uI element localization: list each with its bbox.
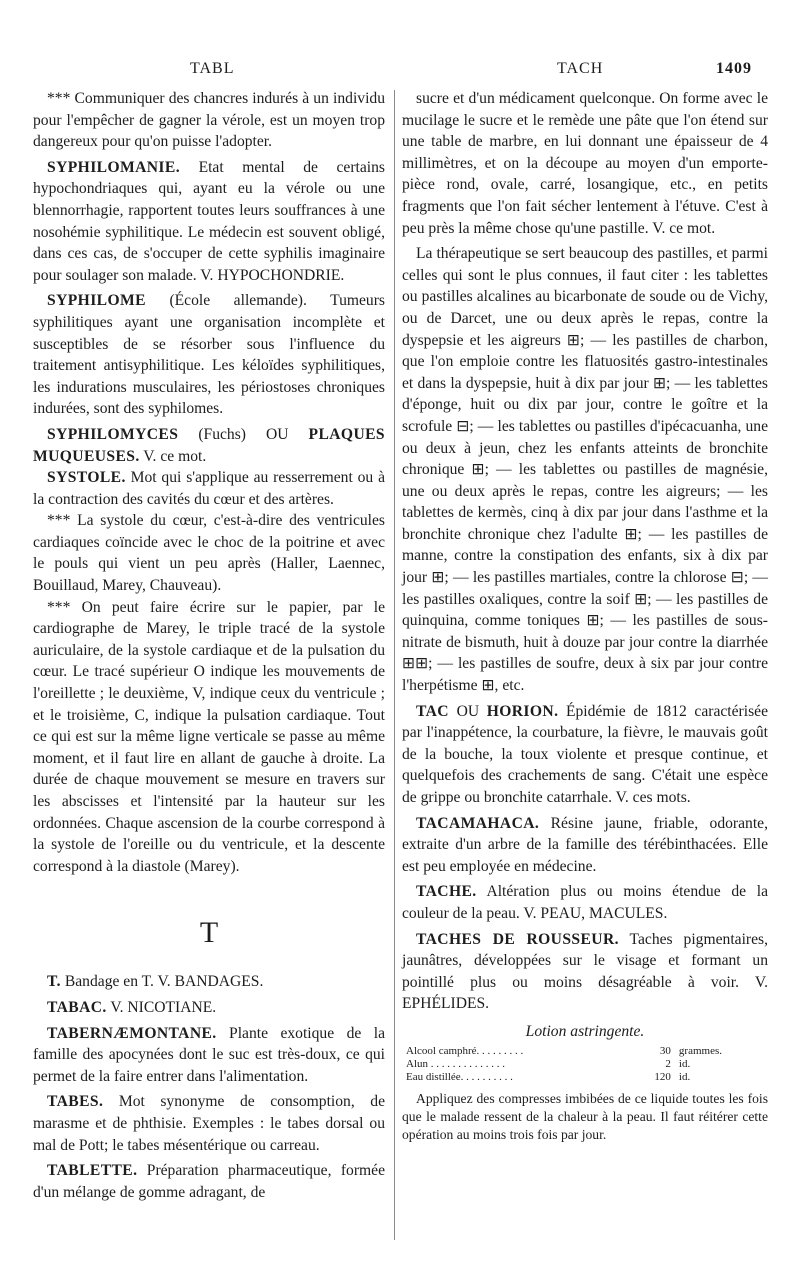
ingredient: Eau distillée. . . . . . . . . . xyxy=(406,1070,513,1083)
ingredient: Alun . . . . . . . . . . . . . . xyxy=(406,1057,505,1070)
headword: TACAMAHACA. xyxy=(416,814,540,832)
entry-tacamahaca xyxy=(402,813,768,878)
entry-connector: OU xyxy=(448,702,487,720)
entry-tac xyxy=(402,701,768,809)
headword: T. xyxy=(47,973,61,991)
paragraph: sucre et d'un médicament quelconque. On forme avec le mucilage le sucre et le remède une pâte que l'on étend sur une table de marbre, en lui donnant une épaisseur de 4 millimètres, et on la découpe au moyen d'un emporte-pièce rond, ovale, carré, losangique, etc., en petits fragments que l'on fait sécher lentement à l'étuve. C'est à peu près la même chose qu'une pastille. V. ce mot. xyxy=(402,90,768,237)
entry-text: Résine jaune, friable, odorante, extraite d'un arbre de la famille des térébinthacées. Elle est peu employée en médecine. xyxy=(402,814,768,875)
entry-text: (École allemande). Tumeurs syphilitiques ayant une organisation incomplète et susceptibles de se résorber sous l'influence du traitement antisyphilitique. Les kéloïdes syphilitiques, les indurations musculaires, les périostoses chroniques indurées, sont des syphilomes. xyxy=(33,292,385,418)
headword: TAC xyxy=(416,702,449,720)
paragraph: La thérapeutique se sert beaucoup des pastilles, et parmi celles qui sont le plus connues, il faut citer : les tablettes ou pastilles alcalines au bicarbonate de soude ou de Vichy, ou de Darcet, une ou deux après le repas, contre la dyspepsie et les aigreurs ⊞; — les pastilles de charbon, que l'on emploie contre les flatuosités gastro-intestinales et dans la dyspepsie, huit à dix par jour ⊞; — les tablettes d'éponge, huit ou dix par jour, contre le goître et la scrofule ⊟; — les tablettes ou pastilles d'ipécacuanha, une ou deux à jeun, chez les enfants atteints de bronchite chronique ⊞; — les tablettes ou pastilles de magnésie, une ou deux après le repas, contre les aigreurs; — les tablettes de kermès, cinq à dix par jour dans l'asthme et la bronchite chronique chez l'adulte ⊞; — les pastilles de manne, contre la constipation des enfants, six à dix par jour ⊞; — les pastilles martiales, contre la chlorose ⊟; — les pastilles oxaliques, contre la soif ⊞; — les pastilles de quinquina, comme toniques ⊞; — les pastilles de sous-nitrate de bismuth, huit à douze par jour contre la diarrhée ⊞⊞; — les pastilles de soufre, deux à six par jour contre l'herpétisme ⊞, etc. xyxy=(402,245,768,695)
entry-text: Mot qui s'applique au resserrement ou à la contraction des cavités du cœur et des artères. xyxy=(33,469,385,508)
headword: TABLETTE. xyxy=(47,1162,138,1180)
entry-taches-de-rousseur xyxy=(402,929,768,1015)
formula-title: Lotion astringente. xyxy=(525,1022,645,1040)
headword: PLAQUES MUQUEUSES. xyxy=(33,425,385,465)
unit: id. xyxy=(678,1057,691,1070)
paragraph: *** On peut faire écrire sur le papier, par le cardiographe de Marey, le triple tracé de la systole auriculaire, de la systole cardiaque et de la pulsation du cœur. Le tracé supérieur O indique les mouvements de l'oreillette ; le deuxième, V, indique ceux du ventricule ; et le troisième, C, indique la pulsation cardiaque. Tout ce qui est sur la même ligne verticale se passe au même moment, et il faut lire en allant de gauche à droite. La durée de chaque mouvement se mesure en travers sur les abscisses et l'intensité par la hauteur sur les ordonnées. Chaque ascension de la courbe correspond à la systole de l'oreille ou du ventricule, et la descente correspond à la diastole (Marey). xyxy=(33,598,385,875)
entry-text: Épidémie de 1812 caractérisée par l'inappétence, la courbature, la fièvre, le mauvais goût de la bouche, la toux violente et presque continue, et quelquefois des crachements de sang. C'était une espèce de grippe ou bronchite catarrhale. V. ces mots. xyxy=(402,702,768,806)
right-column xyxy=(402,88,768,1148)
quantity: 120 xyxy=(654,1070,671,1083)
entry-text: Bandage en T. V. BANDAGES. xyxy=(60,973,264,991)
entry-syphilomyces xyxy=(33,424,385,467)
headword: SYPHILOMANIE. xyxy=(47,158,180,176)
running-header xyxy=(0,60,800,84)
entry-text: Plante exotique de la famille des apocynées dont le suc est très-doux, ce qui permet de la faire entrer dans l'alimentation. xyxy=(33,1024,385,1085)
headword: SYSTOLE. xyxy=(47,469,126,487)
entry-systole xyxy=(33,467,385,510)
column-divider xyxy=(394,90,395,1240)
entry-text: Mot synonyme de consomption, de marasme et de phthisie. Exemples : le tabes dorsal ou mal de Pott; le tabes mésentérique ou carreau. xyxy=(33,1093,385,1154)
section-letter: T xyxy=(199,916,219,950)
left-column xyxy=(33,88,385,1207)
entry-tache xyxy=(402,881,768,924)
header-left-word: TABL xyxy=(190,60,235,77)
quantity: 30 xyxy=(659,1044,671,1057)
formula-row xyxy=(402,1045,768,1058)
entry-syphilome xyxy=(33,290,385,420)
entry-tablette xyxy=(33,1160,385,1203)
paragraph: Appliquez des compresses imbibées de ce liquide toutes les fois que le malade ressent de la chaleur à la peau. Il faut réitérer cette opération au moins trois fois par jour. xyxy=(402,1090,768,1142)
entry-text: Etat mental de certains hypochondriaques qui, ayant eu la vérole ou une blennorrhagie, rapportent toutes leurs souffrances à une nosohémie syphilitique. Le médecin est souvent obligé, dans ces cas, de s'occuper de cette syphilis imaginaire pour soulager son malade. V. HYPOCHONDRIE. xyxy=(33,158,385,284)
headword: TACHES DE ROUSSEUR. xyxy=(416,930,619,948)
entry-text: Préparation pharmaceutique, formée d'un mélange de gomme adragant, de xyxy=(33,1162,385,1201)
unit: grammes. xyxy=(678,1044,722,1057)
headword: TABAC. xyxy=(47,998,107,1016)
entry-tabes xyxy=(33,1091,385,1156)
header-right-word: TACH xyxy=(557,60,604,77)
formula-row xyxy=(402,1071,768,1084)
unit: id. xyxy=(678,1070,691,1083)
entry-connector: (Fuchs) OU xyxy=(178,425,309,443)
entry-tabernaemontane xyxy=(33,1023,385,1088)
headword: TABERNÆMONTANE. xyxy=(47,1024,217,1042)
entry-t xyxy=(33,971,385,993)
headword: SYPHILOMYCES xyxy=(47,425,179,443)
headword: HORION. xyxy=(486,702,559,720)
headword: SYPHILOME xyxy=(47,292,146,310)
paragraph: *** La systole du cœur, c'est-à-dire des ventricules cardiaques coïncide avec le choc de la poitrine et avec le pouls qui vient un peu après (Haller, Laennec, Bouillaud, Marey, Chauveau). xyxy=(33,512,385,595)
entry-tabac xyxy=(33,997,385,1019)
entry-text: Taches pigmentaires, jaunâtres, développées sur le visage et formant un pointillé plus ou moins désagréable à voir. V. EPHÉLIDES. xyxy=(402,930,768,1013)
headword: TACHE. xyxy=(416,883,477,901)
page-number: 1409 xyxy=(716,60,752,77)
quantity: 2 xyxy=(665,1057,671,1070)
entry-syphilomanie xyxy=(33,157,385,287)
formula-row xyxy=(402,1058,768,1071)
ingredient: Alcool camphré. . . . . . . . . xyxy=(406,1044,524,1057)
entry-text: V. NICOTIANE. xyxy=(106,998,217,1016)
paragraph: *** Communiquer des chancres indurés à un individu pour l'empêcher de gagner la vérole, est un moyen trop dangereux pour qu'on puisse l'adopter. xyxy=(33,90,385,151)
formula-table xyxy=(402,1045,768,1084)
entry-text: V. ce mot. xyxy=(139,447,207,465)
entry-text: Altération plus ou moins étendue de la couleur de la peau. V. PEAU, MACULES. xyxy=(402,883,768,922)
headword: TABES. xyxy=(47,1093,104,1111)
